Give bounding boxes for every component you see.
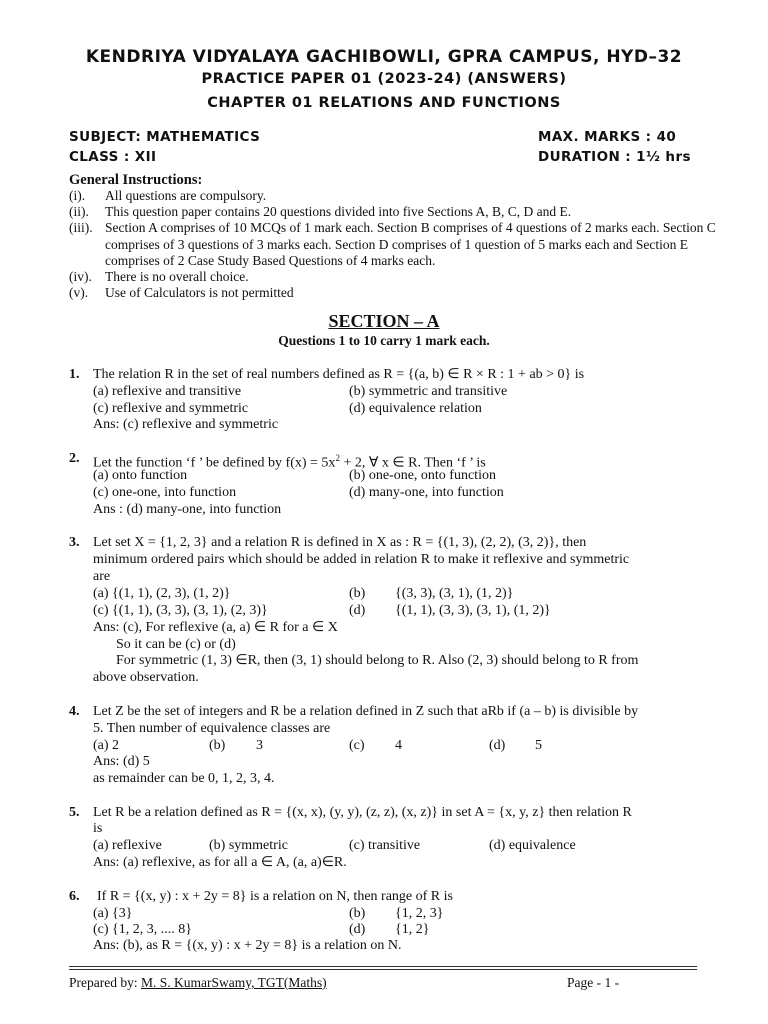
question-text: The relation R in the set of real numbers defined as R = {(a, b) ∈ R × R : 1 + ab > 0} is bbox=[93, 367, 585, 382]
question-number: 2. bbox=[69, 451, 80, 466]
question-number: 5. bbox=[69, 805, 80, 820]
footer-divider bbox=[69, 966, 697, 967]
answer-text: above observation. bbox=[93, 670, 199, 685]
subject-label: SUBJECT: MATHEMATICS bbox=[69, 129, 261, 145]
duration-label: DURATION : 1½ hrs bbox=[538, 149, 691, 165]
question-text-part: Let the function ‘f ’ be defined by f(x) = 5x bbox=[93, 455, 336, 471]
question-text: is bbox=[93, 821, 103, 836]
instruction-number: (iii). bbox=[69, 220, 93, 235]
option-c: (c) one-one, into function bbox=[93, 485, 237, 500]
option-a: (a) reflexive bbox=[93, 838, 162, 853]
answer-text: Ans: (d) 5 bbox=[93, 754, 150, 769]
question-number: 6. bbox=[69, 889, 80, 904]
option-b: (b) one-one, onto function bbox=[349, 468, 496, 483]
option-b-label: (b) bbox=[349, 586, 366, 601]
option-d: (d) many-one, into function bbox=[349, 485, 504, 500]
option-b: {1, 2, 3} bbox=[395, 906, 444, 921]
question-text: If R = {(x, y) : x + 2y = 8} is a relation on N, then range of R is bbox=[97, 889, 453, 904]
class-label: CLASS : XII bbox=[69, 149, 157, 165]
option-d: {(1, 1), (3, 3), (3, 1), (1, 2)} bbox=[395, 603, 551, 618]
question-text-part: + 2, ∀ x ∈ R. Then ‘f ’ is bbox=[339, 455, 486, 471]
prepared-label: Prepared by: bbox=[69, 975, 141, 990]
option-a: (a) {3} bbox=[93, 906, 133, 921]
option-a: (a) 2 bbox=[93, 738, 120, 753]
footer-divider bbox=[69, 969, 697, 970]
exponent: 2 bbox=[335, 453, 340, 463]
question-text: Let R be a relation defined as R = {(x, x), (y, y), (z, z), (x, z)} in set A = {x, y, z} then relation R bbox=[93, 805, 632, 820]
instruction-text: Section A comprises of 10 MCQs of 1 mark each. Section B comprises of 4 questions of 2 marks each. Section C comprises of 3 questions of 3 marks each. Section D comprises of 1 question of 5 marks each and Section E comprises of 2 Case Study Based Questions of 4 marks each. bbox=[105, 220, 716, 268]
question-number: 1. bbox=[69, 367, 80, 382]
option-b: (b) symmetric and transitive bbox=[349, 384, 508, 399]
option-b-label: (b) bbox=[209, 738, 226, 753]
option-d-label: (d) bbox=[489, 738, 506, 753]
school-name: KENDRIYA VIDYALAYA GACHIBOWLI, GPRA CAMPUS, HYD–32 bbox=[85, 47, 683, 67]
instruction-text: There is no overall choice. bbox=[105, 269, 249, 284]
option-d-label: (d) bbox=[349, 922, 366, 937]
chapter-title: CHAPTER 01 RELATIONS AND FUNCTIONS bbox=[207, 95, 561, 111]
option-a: (a) reflexive and transitive bbox=[93, 384, 242, 399]
option-a: (a) onto function bbox=[93, 468, 188, 483]
option-b: 3 bbox=[256, 738, 263, 753]
option-b-label: (b) bbox=[349, 906, 366, 921]
instruction-number: (ii). bbox=[69, 204, 89, 219]
option-d: 5 bbox=[535, 738, 542, 753]
max-marks-label: MAX. MARKS : 40 bbox=[538, 129, 677, 145]
instruction-number: (iv). bbox=[69, 269, 92, 284]
option-a: (a) {(1, 1), (2, 3), (1, 2)} bbox=[93, 586, 231, 601]
option-d: {1, 2} bbox=[395, 922, 430, 937]
answer-text: Ans: (b), as R = {(x, y) : x + 2y = 8} is a relation on N. bbox=[93, 938, 402, 953]
page-number: Page - 1 - bbox=[567, 975, 620, 990]
instruction-number: (v). bbox=[69, 285, 89, 300]
question-text: are bbox=[93, 569, 111, 584]
answer-text: So it can be (c) or (d) bbox=[116, 637, 236, 652]
option-c: 4 bbox=[395, 738, 402, 753]
instruction-text: All questions are compulsory. bbox=[105, 188, 267, 203]
answer-text: Ans: (c), For reflexive (a, a) ∈ R for a ∈ X bbox=[93, 620, 338, 635]
answer-text: Ans: (c) reflexive and symmetric bbox=[93, 417, 279, 432]
instruction-text: This question paper contains 20 questions divided into five Sections A, B, C, D and E. bbox=[105, 204, 572, 219]
author-name: M. S. KumarSwamy, TGT(Maths) bbox=[140, 975, 327, 990]
question-number: 3. bbox=[69, 535, 80, 550]
section-title: SECTION – A bbox=[328, 311, 440, 331]
option-c: (c) transitive bbox=[349, 838, 421, 853]
instructions-title: General Instructions: bbox=[69, 172, 203, 188]
answer-text: Ans : (d) many-one, into function bbox=[93, 502, 282, 517]
option-d: (d) equivalence bbox=[489, 838, 576, 853]
option-b: {(3, 3), (3, 1), (1, 2)} bbox=[395, 586, 514, 601]
prepared-by bbox=[69, 975, 327, 991]
paper-title: PRACTICE PAPER 01 (2023-24) (ANSWERS) bbox=[201, 71, 567, 87]
question-text: Let Z be the set of integers and R be a relation defined in Z such that aRb if (a – b) is divisible by bbox=[93, 704, 639, 719]
instruction-text: Use of Calculators is not permitted bbox=[105, 285, 294, 300]
answer-text: as remainder can be 0, 1, 2, 3, 4. bbox=[93, 771, 275, 786]
option-c: (c) reflexive and symmetric bbox=[93, 401, 249, 416]
instruction-number: (i). bbox=[69, 188, 86, 203]
option-d: (d) equivalence relation bbox=[349, 401, 482, 416]
question-text: 5. Then number of equivalence classes are bbox=[93, 721, 331, 736]
question-number: 4. bbox=[69, 704, 80, 719]
question-text: minimum ordered pairs which should be added in relation R to make it reflexive and symmetric bbox=[93, 552, 630, 567]
answer-text: For symmetric (1, 3) ∈R, then (3, 1) should belong to R. Also (2, 3) should belong to R from bbox=[116, 653, 639, 668]
section-subtitle: Questions 1 to 10 carry 1 mark each. bbox=[278, 333, 490, 348]
option-d-label: (d) bbox=[349, 603, 366, 618]
answer-text: Ans: (a) reflexive, as for all a ∈ A, (a, a)∈R. bbox=[93, 855, 347, 870]
option-c: (c) {1, 2, 3, .... 8} bbox=[93, 922, 192, 937]
option-b: (b) symmetric bbox=[209, 838, 288, 853]
option-c-label: (c) bbox=[349, 738, 365, 753]
question-text: Let set X = {1, 2, 3} and a relation R is defined in X as : R = {(1, 3), (2, 2), (3, 2)}, then bbox=[93, 535, 587, 550]
option-c: (c) {(1, 1), (3, 3), (3, 1), (2, 3)} bbox=[93, 603, 268, 618]
